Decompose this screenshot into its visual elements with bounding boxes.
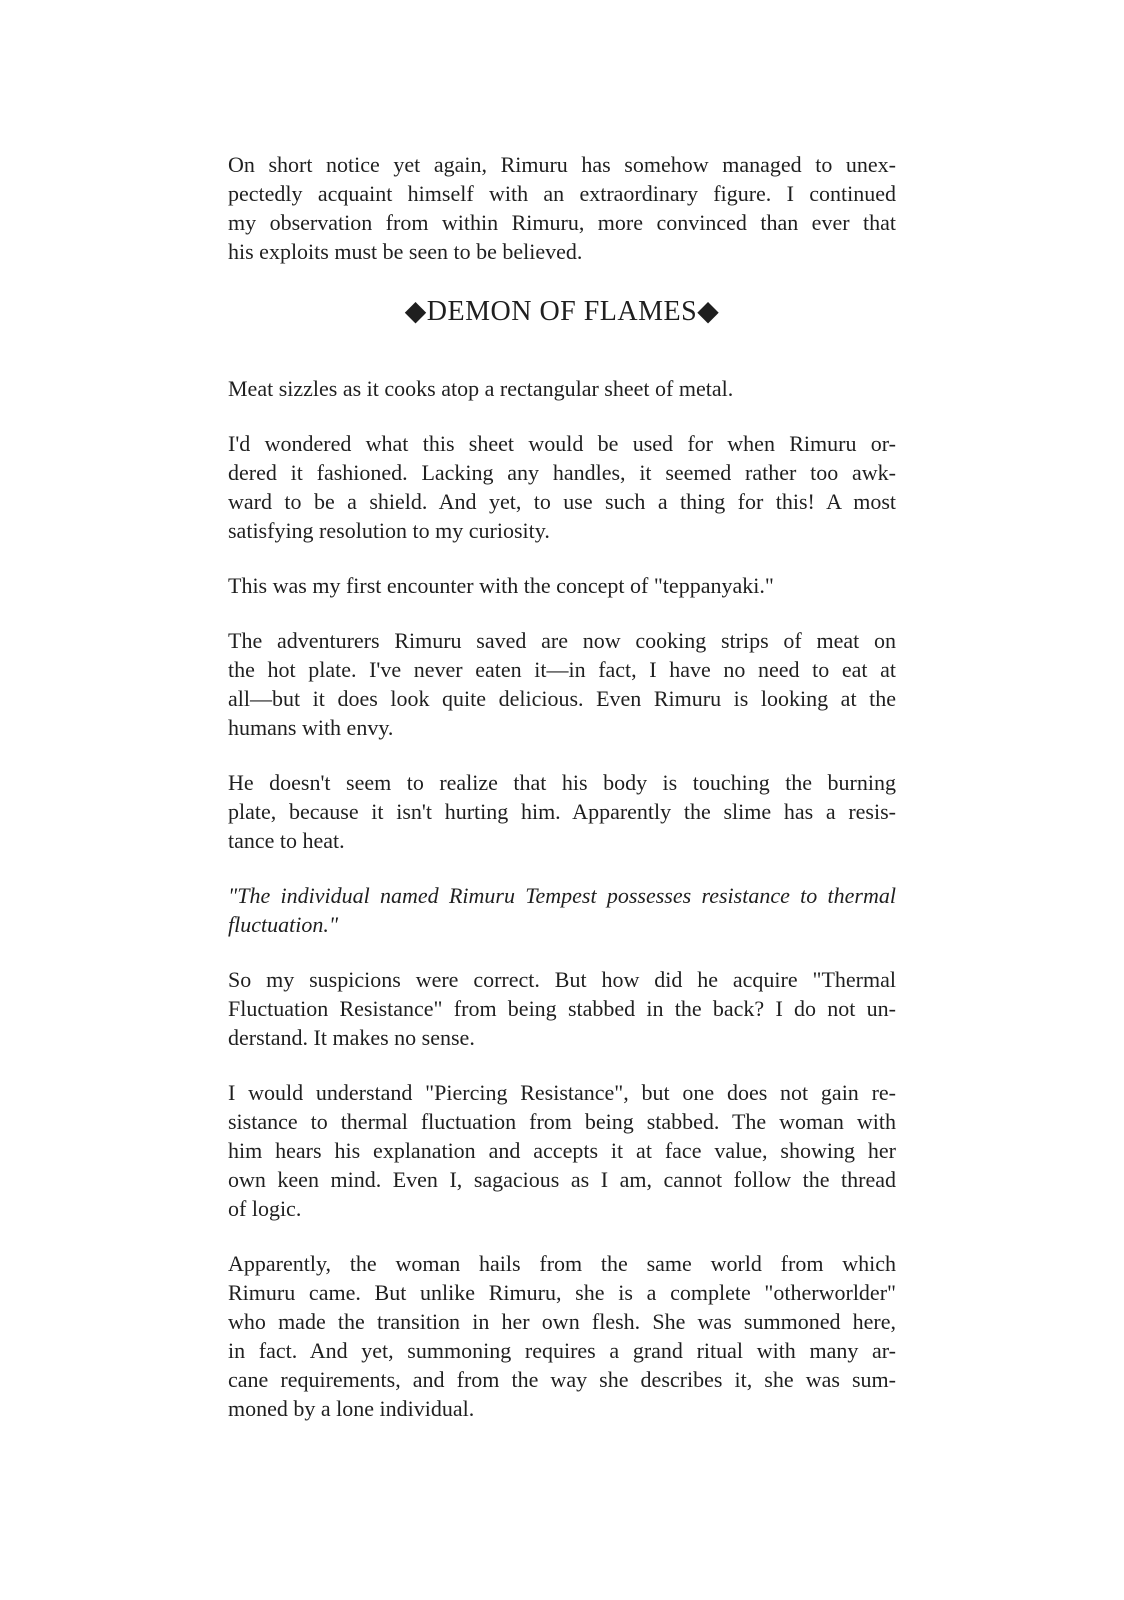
text-line: his exploits must be seen to be believed. — [228, 239, 583, 264]
paragraph — [228, 571, 896, 600]
text-line: in fact. And yet, summoning requires a grand ritual with many ar- — [228, 1338, 896, 1363]
section-heading: ◆DEMON OF FLAMES◆ — [404, 296, 720, 327]
text-line: pectedly acquaint himself with an extraordinary figure. I continued — [228, 181, 896, 206]
book-page-text — [228, 150, 896, 1423]
paragraph — [228, 1078, 896, 1223]
text-line: ward to be a shield. And yet, to use such a thing for this! A most — [228, 489, 896, 514]
text-line: satisfying resolution to my curiosity. — [228, 518, 550, 543]
text-line: On short notice yet again, Rimuru has somehow managed to unex- — [228, 152, 896, 177]
text-line: Rimuru came. But unlike Rimuru, she is a complete "otherworlder" — [228, 1280, 896, 1305]
paragraph — [228, 965, 896, 1052]
text-line: moned by a lone individual. — [228, 1396, 475, 1421]
text-line: The adventurers Rimuru saved are now cooking strips of meat on — [228, 628, 896, 653]
text-line: sistance to thermal fluctuation from being stabbed. The woman with — [228, 1109, 896, 1134]
text-line: him hears his explanation and accepts it at face value, showing her — [228, 1138, 896, 1163]
paragraph — [228, 374, 896, 403]
text-line: I'd wondered what this sheet would be used for when Rimuru or- — [228, 431, 896, 456]
text-line: who made the transition in her own flesh. She was summoned here, — [228, 1309, 896, 1334]
text-line: Meat sizzles as it cooks atop a rectangular sheet of metal. — [228, 376, 734, 401]
text-line: tance to heat. — [228, 828, 345, 853]
text-line: So my suspicions were correct. But how did he acquire "Thermal — [228, 967, 896, 992]
quote-paragraph — [228, 881, 896, 939]
text-line: I would understand "Piercing Resistance", but one does not gain re- — [228, 1080, 896, 1105]
text-line: This was my first encounter with the concept of "teppanyaki." — [228, 573, 774, 598]
text-line: He doesn't seem to realize that his body is touching the burning — [228, 770, 896, 795]
text-line: the hot plate. I've never eaten it—in fact, I have no need to eat at — [228, 657, 896, 682]
text-line: my observation from within Rimuru, more convinced than ever that — [228, 210, 896, 235]
text-line: plate, because it isn't hurting him. Apparently the slime has a resis- — [228, 799, 896, 824]
paragraph — [228, 768, 896, 855]
paragraph — [228, 429, 896, 545]
text-line: derstand. It makes no sense. — [228, 1025, 475, 1050]
text-line: own keen mind. Even I, sagacious as I am, cannot follow the thread — [228, 1167, 896, 1192]
text-line: cane requirements, and from the way she describes it, she was sum- — [228, 1367, 896, 1392]
text-line: of logic. — [228, 1196, 302, 1221]
paragraph — [228, 1249, 896, 1423]
text-line: "The individual named Rimuru Tempest possesses resistance to thermal — [228, 883, 896, 908]
text-line: Apparently, the woman hails from the same world from which — [228, 1251, 896, 1276]
text-line: fluctuation." — [228, 912, 339, 937]
paragraph — [228, 150, 896, 266]
text-line: dered it fashioned. Lacking any handles, it seemed rather too awk- — [228, 460, 896, 485]
text-line: humans with envy. — [228, 715, 394, 740]
text-line: Fluctuation Resistance" from being stabbed in the back? I do not un- — [228, 996, 896, 1021]
paragraph — [228, 626, 896, 742]
text-line: all—but it does look quite delicious. Even Rimuru is looking at the — [228, 686, 896, 711]
